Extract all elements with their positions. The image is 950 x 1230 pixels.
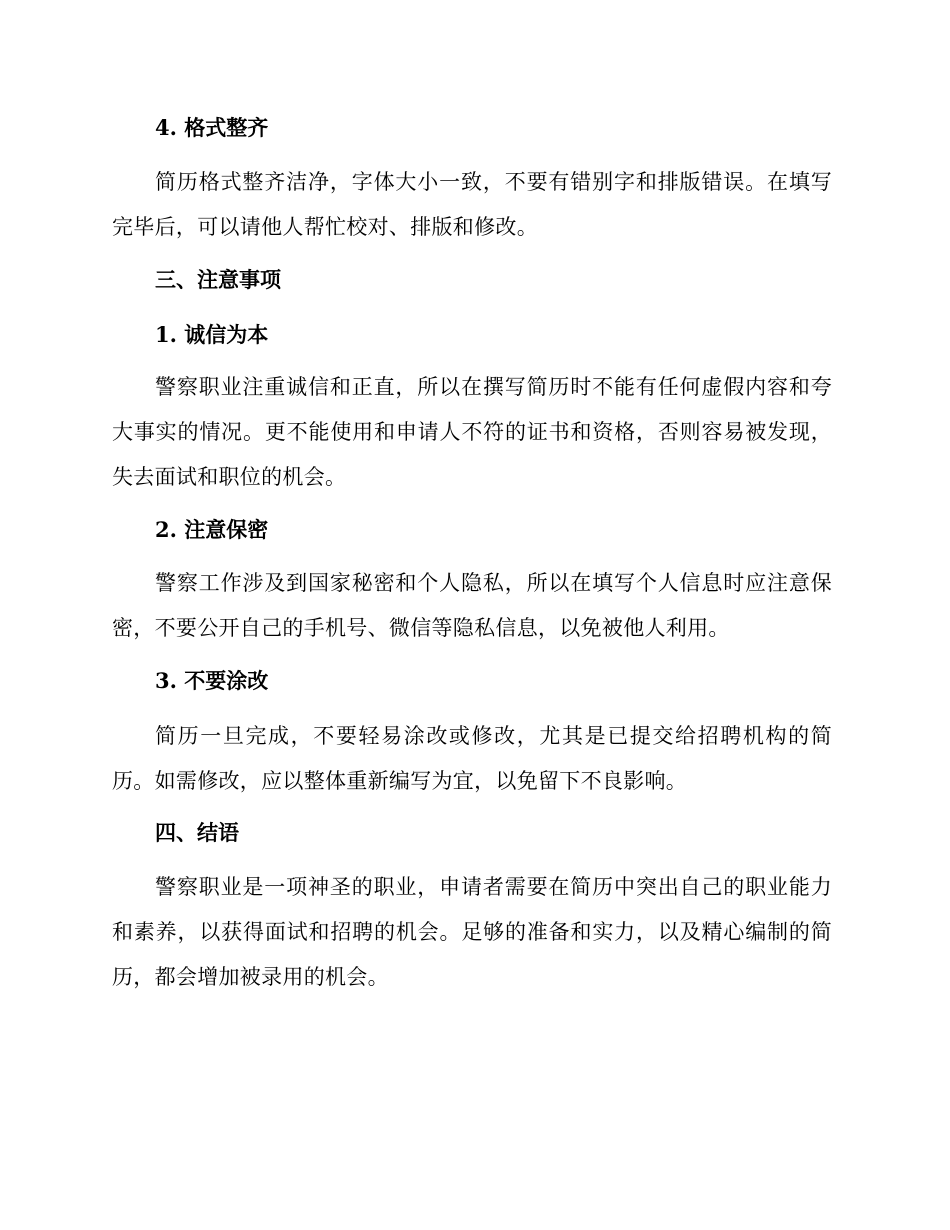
- paragraph-integrity: 警察职业注重诚信和正直，所以在撰写简历时不能有任何虚假内容和夸大事实的情况。更不能使用和申请人不符的证书和资格，否则容易被发现，失去面试和职位的机会。: [112, 375, 832, 489]
- heading-notes: 三、注意事项: [155, 267, 281, 292]
- heading-integrity: 1. 诚信为本: [155, 322, 269, 347]
- heading-format-neat: 4. 格式整齐: [155, 115, 269, 140]
- heading-confidentiality: 2. 注意保密: [155, 517, 269, 542]
- heading-no-alteration: 3. 不要涂改: [155, 668, 269, 693]
- paragraph-confidentiality: 警察工作涉及到国家秘密和个人隐私，所以在填写个人信息时应注意保密，不要公开自己的手机号、微信等隐私信息，以免被他人利用。: [112, 571, 832, 640]
- paragraph-format-neat: 简历格式整齐洁净，字体大小一致，不要有错别字和排版错误。在填写完毕后，可以请他人帮忙校对、排版和修改。: [112, 170, 832, 239]
- paragraph-no-alteration: 简历一旦完成，不要轻易涂改或修改，尤其是已提交给招聘机构的简历。如需修改，应以整体重新编写为宜，以免留下不良影响。: [112, 724, 832, 793]
- heading-conclusion: 四、结语: [155, 820, 239, 845]
- paragraph-conclusion: 警察职业是一项神圣的职业，申请者需要在简历中突出自己的职业能力和素养，以获得面试和招聘的机会。足够的准备和实力，以及精心编制的简历，都会增加被录用的机会。: [112, 875, 832, 989]
